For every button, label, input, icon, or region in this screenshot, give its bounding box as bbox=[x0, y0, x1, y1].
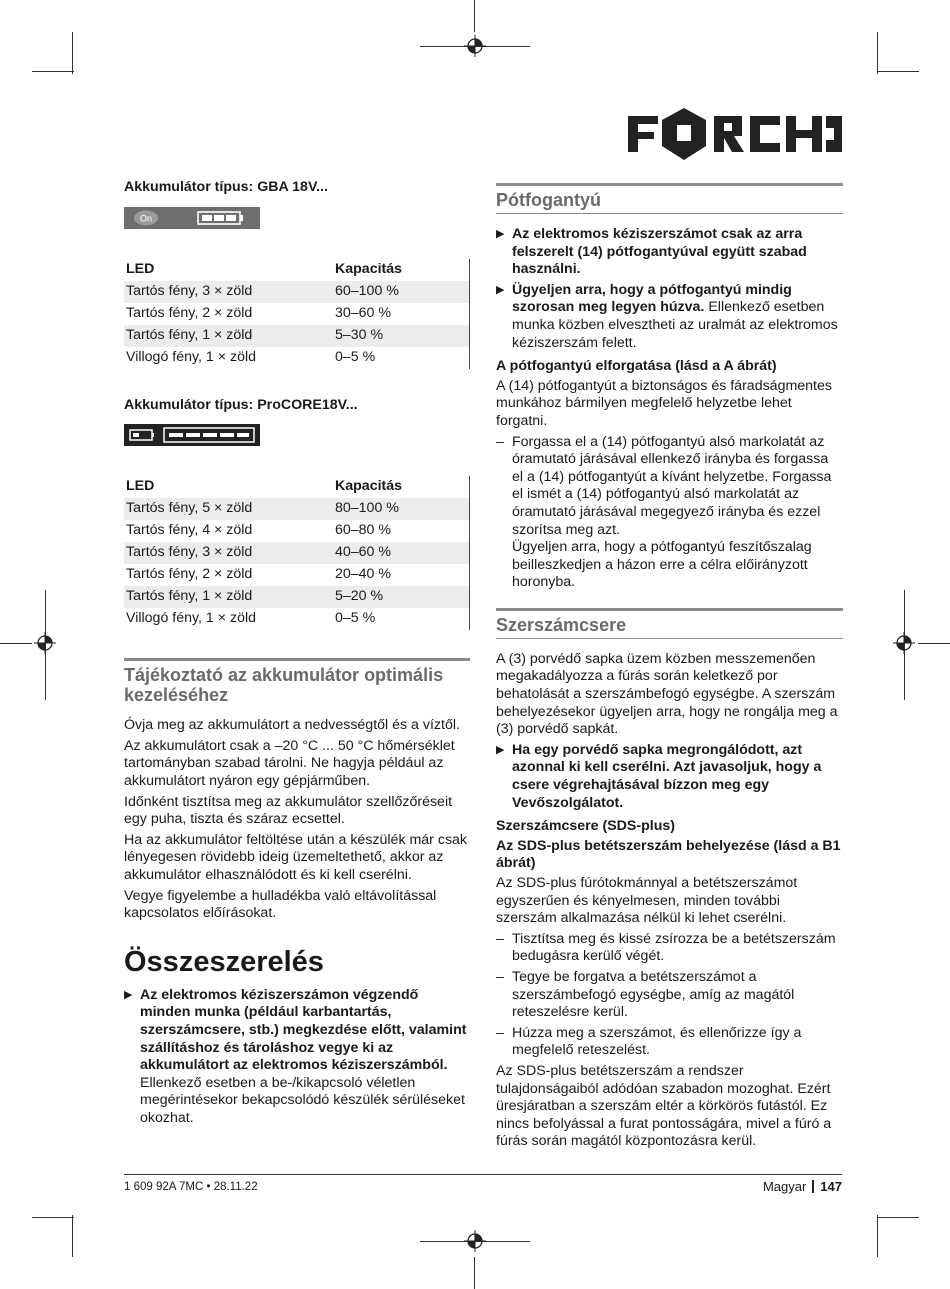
page-number: 147 bbox=[820, 1179, 842, 1194]
warning-text: Ellenkező esetben a be-/kikapcsoló véletlen megérintésekor bekapcsolódó készülék sérüléseket okozhat. bbox=[140, 1074, 465, 1126]
crop-mark bbox=[474, 1257, 475, 1289]
step-text: Húzza meg a szerszámot, és ellenőrizze így a megfelelő reteszelést. bbox=[512, 1024, 802, 1059]
table-cell: 20–40 % bbox=[329, 564, 470, 586]
crop-mark bbox=[877, 32, 878, 74]
paragraph: Időnként tisztítsa meg az akkumulátor szellőzőréseit egy puha, tiszta és száraz ecsettel. bbox=[124, 793, 453, 828]
paragraph: A (14) pótfogantyút a biztonságos és fáradságmentes munkához bármilyen megfelelő helyzetbe lehet forgatni. bbox=[496, 377, 832, 429]
warning-bold-text: Ügyeljen arra, hogy a pótfogantyú mindig szorosan meg legyen húzva. bbox=[512, 281, 792, 316]
dash-bullet: – bbox=[496, 968, 504, 985]
table-cell: Tartós fény, 2 × zöld bbox=[126, 304, 253, 321]
table-cell: 5–20 % bbox=[329, 586, 470, 608]
table-cell: 30–60 % bbox=[329, 303, 470, 325]
instruction-step bbox=[496, 969, 843, 1022]
forch-logo bbox=[628, 108, 842, 160]
arrow-bullet-icon: ▶ bbox=[124, 988, 133, 1001]
arrow-bullet-icon: ▶ bbox=[496, 283, 505, 296]
table-cell: 0–5 % bbox=[329, 608, 470, 630]
crop-mark bbox=[72, 1215, 73, 1257]
language-label: Magyar bbox=[762, 1179, 807, 1194]
safety-warning bbox=[496, 282, 843, 352]
table-row bbox=[124, 498, 470, 520]
table-row bbox=[124, 281, 470, 303]
table-cell: Tartós fény, 2 × zöld bbox=[126, 566, 253, 583]
registration-mark-icon bbox=[464, 1230, 486, 1252]
warning-bold-text: Az elektromos kéziszerszámon végzendő minden munka (például karbantartás, szerszámcsere, stb.) megkezdése előtt, valamint szállításhoz és tároláshoz vegye ki az akkumulátort az elektromos kéziszerszámból. bbox=[140, 986, 467, 1074]
table-cell: 80–100 % bbox=[329, 498, 470, 520]
crop-mark bbox=[474, 0, 475, 32]
warning-bold-text: Az elektromos kéziszerszámot csak az arra felszerelt (14) pótfogantyúval együtt szabad használni. bbox=[512, 226, 807, 278]
step-text: Tegye be forgatva a betétszerszámot a szerszámbefogó egységbe, amíg az magától reteszelésre kerül. bbox=[512, 968, 795, 1021]
table-row bbox=[124, 520, 470, 542]
dash-bullet: – bbox=[496, 433, 504, 450]
table-cell: Villogó fény, 1 × zöld bbox=[126, 348, 257, 365]
left-column bbox=[124, 176, 470, 1130]
step-text: Ügyeljen arra, hogy a pótfogantyú feszítőszalag beilleszkedjen a házon erre a célra előirányzott horonyba. bbox=[512, 539, 812, 591]
crop-mark bbox=[32, 71, 74, 72]
safety-warning bbox=[496, 742, 843, 812]
table-header-cell: Kapacitás bbox=[329, 259, 470, 281]
safety-warning bbox=[496, 226, 843, 279]
dash-bullet: – bbox=[496, 930, 504, 947]
crop-mark bbox=[72, 32, 73, 74]
table-cell: Tartós fény, 3 × zöld bbox=[124, 281, 329, 303]
section-heading: Pótfogantyú bbox=[496, 183, 843, 214]
table-cell: 5–30 % bbox=[329, 325, 470, 347]
table-row bbox=[124, 542, 470, 564]
footer-rule bbox=[124, 1174, 842, 1175]
crop-mark bbox=[32, 1217, 74, 1218]
crop-mark bbox=[877, 1217, 919, 1218]
table-cell: Tartós fény, 1 × zöld bbox=[124, 325, 329, 347]
battery-indicator-gba bbox=[124, 207, 260, 229]
table-row bbox=[124, 325, 470, 347]
table-header bbox=[124, 476, 470, 498]
table-cell: 60–100 % bbox=[329, 281, 470, 303]
table-row bbox=[124, 303, 470, 325]
led-capacity-table-1 bbox=[124, 259, 470, 369]
paragraph: Az SDS-plus fúrótokmánnyal a betétszerszámot egyszerűen és kényelmesen, minden további szerszám alkalmazása nélkül ki lehet cserélni. bbox=[496, 875, 798, 927]
battery-type-label: Akkumulátor típus: ProCORE18V... bbox=[124, 396, 358, 413]
step-text: Tisztítsa meg és kissé zsírozza be a betétszerszám bedugásra kerülő végét. bbox=[512, 930, 836, 965]
registration-mark-icon bbox=[893, 632, 915, 654]
footer-divider bbox=[812, 1180, 814, 1193]
table-cell: 40–60 % bbox=[329, 542, 470, 564]
table-header-cell: Kapacitás bbox=[329, 476, 470, 498]
paragraph: A (3) porvédő sapka üzem közben messzemenően megakadályozza a fúrás során keletkező por behatolását a szerszámbefogó egységbe. A szerszám behelyezésekor ügyeljen arra, hogy ne rongálja meg a (3) porvédő sapkát. bbox=[496, 650, 838, 738]
battery-type-label: Akkumulátor típus: GBA 18V... bbox=[124, 179, 328, 195]
battery-indicator-procore bbox=[124, 424, 260, 446]
arrow-bullet-icon: ▶ bbox=[496, 743, 505, 756]
table-row bbox=[124, 608, 470, 630]
paragraph: Az SDS-plus betétszerszám a rendszer tulajdonságaiból adódóan szabadon mozoghat. Ezért üresjáratban a szerszám eltér a körkörös futástól. Ez nincs befolyással a furat pontosságára, mivel a fúró a fúrás során magától központozásra kerül. bbox=[496, 1062, 832, 1150]
led-capacity-table-2 bbox=[124, 476, 470, 630]
on-button-label: On bbox=[139, 213, 153, 224]
subheading: A pótfogantyú elforgatása (lásd a A ábrát) bbox=[496, 358, 777, 375]
arrow-bullet-icon: ▶ bbox=[496, 228, 505, 240]
subheading: Szerszámcsere (SDS-plus) bbox=[496, 818, 675, 835]
table-cell: 60–80 % bbox=[329, 520, 470, 542]
paragraph: Óvja meg az akkumulátort a nedvességtől és a víztől. bbox=[124, 717, 460, 734]
table-cell: Tartós fény, 4 × zöld bbox=[126, 522, 253, 539]
chapter-title: Összeszerelés bbox=[124, 945, 324, 978]
table-cell: Tartós fény, 3 × zöld bbox=[124, 542, 329, 564]
section-heading: Tájékoztató az akkumulátor optimális kezeléséhez bbox=[124, 658, 470, 705]
table-header-cell: LED bbox=[126, 478, 155, 495]
right-column bbox=[496, 183, 843, 1154]
crop-mark bbox=[0, 643, 32, 644]
document-code: 1 609 92A 7MC • 28.11.22 bbox=[124, 1181, 258, 1193]
page-footer bbox=[763, 1179, 842, 1194]
step-text: Forgassa el a (14) pótfogantyú alsó markolatát az óramutató járásával ellenkező irányba és forgassa el a (14) pótfogantyút a kívánt helyzetbe. Forgassa el ismét a (14) pótfogantyú alsó markolatát az óramutató járásával megegyező irányba és ezzel szorítsa meg azt. bbox=[512, 433, 832, 538]
table-cell: Tartós fény, 1 × zöld bbox=[124, 586, 329, 608]
table-row bbox=[124, 347, 470, 369]
safety-warning bbox=[124, 987, 470, 1128]
paragraph: Az akkumulátort csak a –20 °C ... 50 °C hőmérséklet tartományban szabad tárolni. Ne hagyja például az akkumulátort nyáron egy gépjárműben. bbox=[124, 737, 455, 789]
registration-mark-icon bbox=[34, 632, 56, 654]
subheading: Az SDS-plus betétszerszám behelyezése (lásd a B1 ábrát) bbox=[496, 837, 841, 872]
instruction-step bbox=[496, 931, 843, 966]
table-cell: Tartós fény, 5 × zöld bbox=[124, 498, 329, 520]
table-cell: Villogó fény, 1 × zöld bbox=[126, 610, 257, 627]
table-row bbox=[124, 564, 470, 586]
crop-mark bbox=[877, 1215, 878, 1257]
crop-mark bbox=[877, 71, 919, 72]
dash-bullet: – bbox=[496, 1024, 504, 1041]
section-heading: Szerszámcsere bbox=[496, 608, 843, 639]
registration-mark-icon bbox=[464, 35, 486, 57]
warning-bold-text: Ha egy porvédő sapka megrongálódott, azt azonnal ki kell cserélni. Azt javasoljuk, hogy a csere végrehajtásával bízzon meg egy Vevőszolgálatot. bbox=[512, 741, 822, 811]
paragraph: Vegye figyelembe a hulladékba való eltávolítással kapcsolatos előírásokat. bbox=[124, 887, 437, 922]
table-cell: 0–5 % bbox=[329, 347, 470, 369]
warning-text: Ellenkező esetben munka közben elvesztheti az uralmát az elektromos kéziszerszám felett. bbox=[512, 299, 838, 351]
table-row bbox=[124, 586, 470, 608]
table-header bbox=[124, 259, 470, 281]
instruction-step bbox=[496, 434, 843, 592]
table-header-cell: LED bbox=[126, 260, 155, 277]
instruction-step bbox=[496, 1025, 843, 1060]
crop-mark bbox=[918, 643, 950, 644]
paragraph: Ha az akkumulátor feltöltése után a készülék már csak lényegesen rövidebb ideig üzemeltethető, akkor az akkumulátor elhasználódott és ki kell cserélni. bbox=[124, 831, 468, 883]
